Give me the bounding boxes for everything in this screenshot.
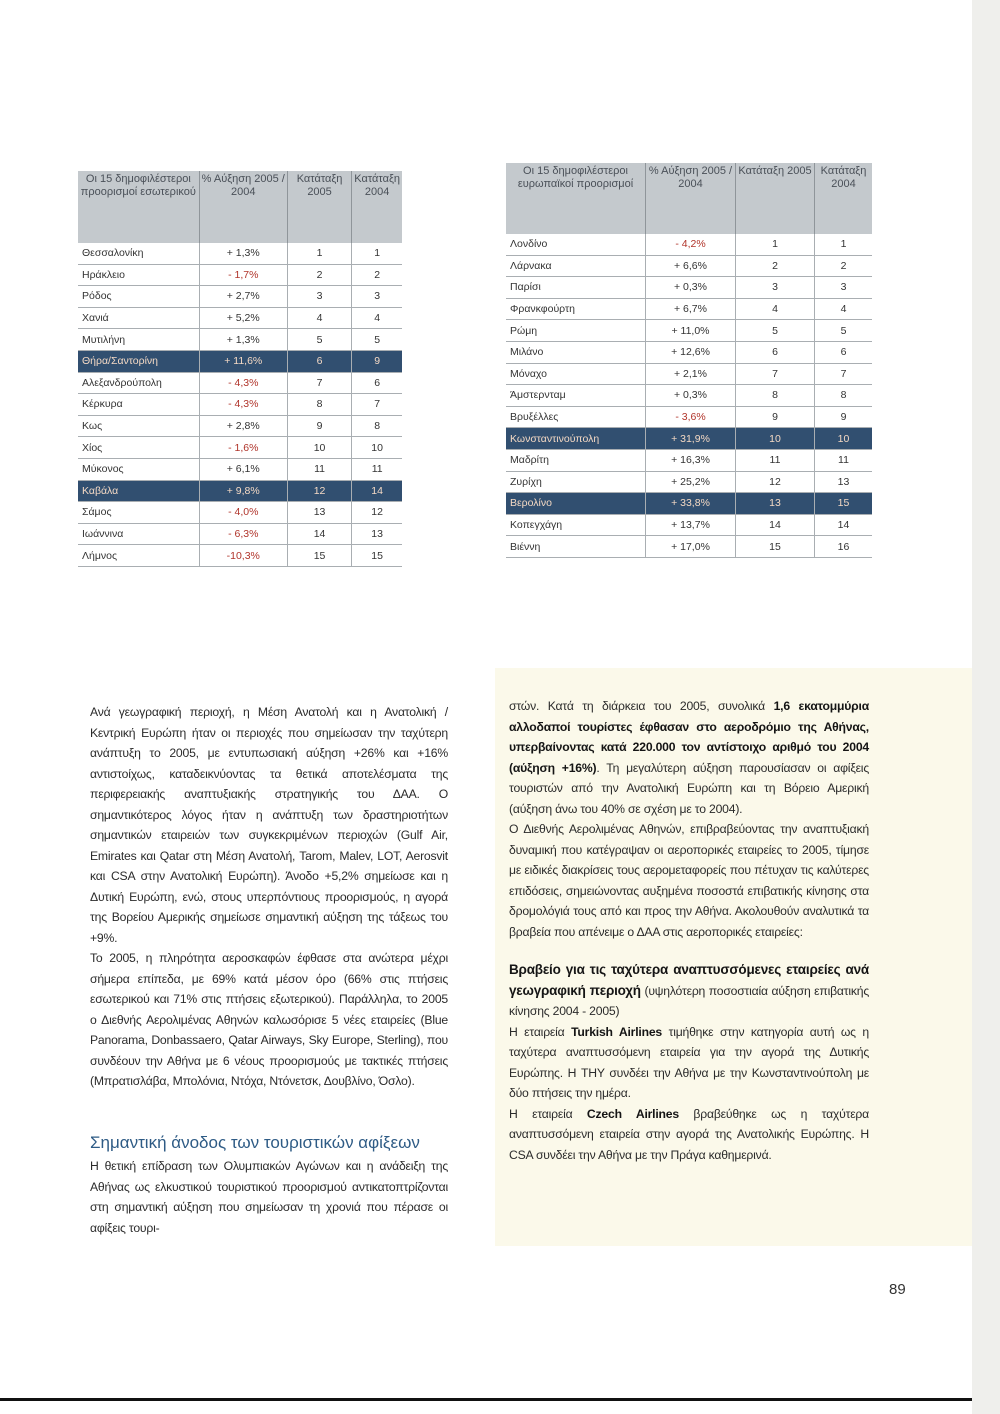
right-paragraph-awards-intro: Ο Διεθνής Αερολιμένας Αθηνών, επιβραβεύοντας την αναπτυξιακή δυναμική που κατέγραψαν οι αεροπορικές εταιρείες το 2005, τίμησε με ειδικές διακρίσεις τους αερομεταφορείς που πέτυχαν τις καλύτερες επιδόσεις, σημειώνοντας αυξημένα ποσοστά επιβατικής κίνησης στα δρομολόγιά τους από και προς την Αθήνα. Ακολουθούν αναλυτικά τα βραβεία που απένειμε ο ΔΑΑ στις αεροπορικές εταιρείες: <box>509 822 869 939</box>
domestic-destination-cell: Λήμνος <box>78 545 199 567</box>
domestic-destination-cell: Χανιά <box>78 307 199 329</box>
left-paragraph-regions: Ανά γεωγραφική περιοχή, η Μέση Ανατολή και η Ανατολική / Κεντρική Ευρώπη ήταν οι περιοχές που σημείωσαν την ταχύτερη ανάπτυξη το 2005, με εντυπωσιακή αύξηση +26% και +16% αντιστοίχως, καταδεικνύοντας τα θετικά αποτελέσματα της περιφερειακής αναπτυξιακής στρατηγικής του ΔΑΑ. Ο σημαντικότερος λόγος ήταν η ανάπτυξη των δραστηριοτήτων σημαντικών εταιρειών των συγκεκριμένων περιοχών (Gulf Air, Emirates και Qatar στη Μέση Ανατολή, Tarom, Malev, LOT, Aerosvit και CSA στην Ανατολική Ευρώπη). Άνοδο +5,2% σημείωσε και η Δυτική Ευρώπη, ενώ, στους υπερπόντιους προορισμούς, η αγορά της Βορείου Αμερικής σημείωσε σημαντική αύξηση της τάξεως του +9%. <box>90 705 448 945</box>
european-growth-cell: + 2,1% <box>646 363 736 385</box>
domestic-growth-cell: -10,3% <box>199 545 287 567</box>
domestic-growth-cell: + 5,2% <box>199 307 287 329</box>
domestic-growth-cell: + 9,8% <box>199 480 287 502</box>
european-destination-cell: Φρανκφούρτη <box>506 298 646 320</box>
european-destination-cell: Άμστερνταμ <box>506 385 646 407</box>
european-growth-cell: + 6,7% <box>646 298 736 320</box>
european-rank-2005-cell: 7 <box>736 363 815 385</box>
domestic-rank-2005-cell: 14 <box>287 523 351 545</box>
european-growth-cell: + 31,9% <box>646 428 736 450</box>
award-heading <box>509 960 869 1022</box>
european-rank-2005-cell: 1 <box>736 234 815 255</box>
domestic-growth-cell: + 1,3% <box>199 243 287 264</box>
european-row <box>506 385 872 407</box>
domestic-row <box>78 502 402 524</box>
domestic-row <box>78 307 402 329</box>
european-rank-2004-cell: 10 <box>815 428 873 450</box>
domestic-growth-cell: - 4,0% <box>199 502 287 524</box>
domestic-row <box>78 329 402 351</box>
domestic-destination-cell: Καβάλα <box>78 480 199 502</box>
award-text: τιμήθηκε στην κατηγορία αυτή ως η ταχύτερα αναπτυσσόμενη εταιρεία για την αγορά της Δυτικής Ευρώπης. Η THY συνδέει την Αθήνα με την Κωνσταντινούπολη με δύο πτήσεις την ημέρα. <box>509 1024 869 1100</box>
domestic-destination-cell: Ρόδος <box>78 286 199 308</box>
domestic-rank-2004-cell: 9 <box>352 350 402 372</box>
domestic-rank-2005-cell: 2 <box>287 264 351 286</box>
domestic-rank-2005-cell: 11 <box>287 458 351 480</box>
european-rank-2005-cell: 8 <box>736 385 815 407</box>
domestic-rank-2005-cell: 15 <box>287 545 351 567</box>
left-paragraph-load-factor: Το 2005, η πληρότητα αεροσκαφών έφθασε στα ανώτερα μέχρι σήμερα επίπεδα, με 69% κατά μέσον όρο (66% στις πτήσεις εσωτερικού και 71% στις πτήσεις εξωτερικού). Παράλληλα, το 2005 ο Διεθνής Αερολιμένας Αθηνών καλωσόρισε 5 νέες εταιρείες (Blue Panorama, Donbassaero, Qatar Airways, Sky Europe, Sterling), που συνδέουν την Αθήνα με 6 νέους προορισμούς με τακτικές πτήσεις (Μπρατισλάβα, Μπολόνια, Ντόχα, Ντόνετσκ, Δουβλίνο, Όσλο). <box>90 951 448 1088</box>
left-text-column-bottom <box>90 1156 448 1238</box>
european-growth-cell: + 25,2% <box>646 471 736 493</box>
european-destination-cell: Λονδίνο <box>506 234 646 255</box>
airline-name: Czech Airlines <box>586 1106 679 1121</box>
left-text-column <box>90 702 448 1092</box>
page-edge <box>972 0 1000 1414</box>
domestic-row <box>78 243 402 264</box>
european-rank-2005-cell: 13 <box>736 493 815 515</box>
european-row <box>506 406 872 428</box>
domestic-rank-2005-cell: 5 <box>287 329 351 351</box>
page-number: 89 <box>889 1281 906 1298</box>
european-row <box>506 536 872 558</box>
domestic-rank-2005-cell: 13 <box>287 502 351 524</box>
domestic-row <box>78 264 402 286</box>
european-growth-cell: + 33,8% <box>646 493 736 515</box>
domestic-growth-cell: + 2,8% <box>199 415 287 437</box>
domestic-rank-2004-cell: 3 <box>352 286 402 308</box>
domestic-rank-2005-cell: 7 <box>287 372 351 394</box>
european-growth-cell: - 3,6% <box>646 406 736 428</box>
european-row <box>506 428 872 450</box>
european-destination-cell: Βερολίνο <box>506 493 646 515</box>
award-subtitle: (υψηλότερη ποσοστιαία αύξηση επιβατικής κίνησης 2004 - 2005) <box>509 983 870 1018</box>
domestic-destination-cell: Κως <box>78 415 199 437</box>
domestic-rank-2004-cell: 8 <box>352 415 402 437</box>
european-destination-cell: Κωνσταντινούπολη <box>506 428 646 450</box>
european-growth-cell: + 17,0% <box>646 536 736 558</box>
right-text-column <box>509 696 869 1165</box>
european-row <box>506 363 872 385</box>
european-header-destination: Οι 15 δημοφιλέστεροι ευρωπαϊκοί προορισμοί <box>506 163 646 234</box>
domestic-row <box>78 480 402 502</box>
domestic-destination-cell: Αλεξανδρούπολη <box>78 372 199 394</box>
domestic-row <box>78 415 402 437</box>
domestic-row <box>78 545 402 567</box>
european-growth-cell: - 4,2% <box>646 234 736 255</box>
section-heading-tourist-arrivals: Σημαντική άνοδος των τουριστικών αφίξεων <box>90 1133 420 1152</box>
domestic-destination-cell: Μυτιλήνη <box>78 329 199 351</box>
left-paragraph-olympics: Η θετική επίδραση των Ολυμπιακών Αγώνων και η ανάδειξη της Αθήνας ως ελκυστικού τουριστικού προορισμού αντικατοπτρίζονται στη σημαντική αύξηση που σημείωσαν τη χρονιά που πέρασε οι αφίξεις τουρι- <box>90 1159 448 1235</box>
european-rank-2004-cell: 5 <box>815 320 873 342</box>
domestic-rank-2005-cell: 8 <box>287 394 351 416</box>
domestic-destination-cell: Σάμος <box>78 502 199 524</box>
arrivals-highlight: 1,6 εκατομμύρια αλλοδαποί τουρίστες έφθασαν στο αεροδρόμιο της Αθήνας, υπερβαίνοντας κατά 220.000 τον αντίστοιχο αριθμό του 2004 (αύξηση +16%) <box>509 699 869 775</box>
european-rank-2004-cell: 3 <box>815 277 873 299</box>
european-rank-2005-cell: 4 <box>736 298 815 320</box>
european-destination-cell: Μιλάνο <box>506 341 646 363</box>
european-growth-cell: + 11,0% <box>646 320 736 342</box>
domestic-rank-2004-cell: 10 <box>352 437 402 459</box>
european-rank-2005-cell: 9 <box>736 406 815 428</box>
domestic-rank-2004-cell: 6 <box>352 372 402 394</box>
domestic-destination-cell: Θήρα/Σαντορίνη <box>78 350 199 372</box>
domestic-rank-2005-cell: 10 <box>287 437 351 459</box>
domestic-header-growth: % Αύξηση 2005 / 2004 <box>199 171 287 243</box>
domestic-destination-cell: Μύκονος <box>78 458 199 480</box>
domestic-rank-2005-cell: 4 <box>287 307 351 329</box>
domestic-rank-2004-cell: 5 <box>352 329 402 351</box>
domestic-rank-2004-cell: 11 <box>352 458 402 480</box>
european-row <box>506 341 872 363</box>
domestic-row <box>78 286 402 308</box>
domestic-destination-cell: Ηράκλειο <box>78 264 199 286</box>
domestic-destination-cell: Κέρκυρα <box>78 394 199 416</box>
domestic-rank-2004-cell: 2 <box>352 264 402 286</box>
european-rank-2004-cell: 4 <box>815 298 873 320</box>
european-rank-2004-cell: 7 <box>815 363 873 385</box>
european-row <box>506 449 872 471</box>
european-row <box>506 320 872 342</box>
european-rank-2005-cell: 12 <box>736 471 815 493</box>
domestic-header-destination: Οι 15 δημοφιλέστεροι προορισμοί εσωτερικού <box>78 171 199 243</box>
european-header-rank-2004: Κατάταξη 2004 <box>815 163 873 234</box>
european-rank-2005-cell: 5 <box>736 320 815 342</box>
domestic-destinations-table <box>78 171 402 567</box>
airline-name: Turkish Airlines <box>571 1024 663 1039</box>
bottom-rule <box>0 1398 972 1401</box>
european-rank-2004-cell: 1 <box>815 234 873 255</box>
award-title: Βραβείο για τις ταχύτερα αναπτυσσόμενες εταιρείες ανά γεωγραφική περιοχή <box>509 962 869 998</box>
european-destination-cell: Βρυξέλλες <box>506 406 646 428</box>
domestic-rank-2005-cell: 3 <box>287 286 351 308</box>
european-growth-cell: + 0,3% <box>646 277 736 299</box>
european-rank-2005-cell: 14 <box>736 514 815 536</box>
european-destination-cell: Ρώμη <box>506 320 646 342</box>
european-row <box>506 298 872 320</box>
european-growth-cell: + 12,6% <box>646 341 736 363</box>
domestic-growth-cell: - 1,6% <box>199 437 287 459</box>
european-rank-2004-cell: 13 <box>815 471 873 493</box>
european-destination-cell: Κοπεγχάγη <box>506 514 646 536</box>
european-rank-2005-cell: 2 <box>736 255 815 277</box>
european-row <box>506 277 872 299</box>
european-header-growth: % Αύξηση 2005 / 2004 <box>646 163 736 234</box>
domestic-header-rank-2005: Κατάταξη 2005 <box>287 171 351 243</box>
european-destination-cell: Βιέννη <box>506 536 646 558</box>
european-rank-2004-cell: 8 <box>815 385 873 407</box>
domestic-row <box>78 350 402 372</box>
european-destination-cell: Ζυρίχη <box>506 471 646 493</box>
european-rank-2005-cell: 11 <box>736 449 815 471</box>
european-rank-2004-cell: 16 <box>815 536 873 558</box>
european-growth-cell: + 16,3% <box>646 449 736 471</box>
domestic-rank-2004-cell: 13 <box>352 523 402 545</box>
european-destination-cell: Παρίσι <box>506 277 646 299</box>
european-row <box>506 255 872 277</box>
award-text: Η εταιρεία <box>509 1106 587 1121</box>
european-rank-2004-cell: 6 <box>815 341 873 363</box>
european-rank-2004-cell: 9 <box>815 406 873 428</box>
european-rank-2005-cell: 6 <box>736 341 815 363</box>
european-growth-cell: + 6,6% <box>646 255 736 277</box>
european-rank-2005-cell: 3 <box>736 277 815 299</box>
domestic-rank-2004-cell: 15 <box>352 545 402 567</box>
domestic-destination-cell: Ιωάννινα <box>78 523 199 545</box>
domestic-rank-2005-cell: 1 <box>287 243 351 264</box>
award-turkish-airlines <box>509 1022 869 1104</box>
domestic-row <box>78 458 402 480</box>
domestic-rank-2004-cell: 12 <box>352 502 402 524</box>
european-rank-2004-cell: 15 <box>815 493 873 515</box>
domestic-rank-2004-cell: 7 <box>352 394 402 416</box>
domestic-rank-2004-cell: 14 <box>352 480 402 502</box>
european-growth-cell: + 13,7% <box>646 514 736 536</box>
european-rank-2004-cell: 11 <box>815 449 873 471</box>
domestic-row <box>78 372 402 394</box>
domestic-destination-cell: Χίος <box>78 437 199 459</box>
award-text: βραβεύθηκε ως η ταχύτερα αναπτυσσόμενη εταιρεία στην αγορά της Ανατολικής Ευρώπης. Η CSA συνδέει την Αθήνα με την Πράγα καθημερινά. <box>509 1106 869 1162</box>
domestic-row <box>78 437 402 459</box>
european-rank-2005-cell: 15 <box>736 536 815 558</box>
domestic-header-rank-2004: Κατάταξη 2004 <box>352 171 402 243</box>
domestic-growth-cell: + 6,1% <box>199 458 287 480</box>
award-czech-airlines <box>509 1104 869 1166</box>
european-rank-2005-cell: 10 <box>736 428 815 450</box>
domestic-growth-cell: + 1,3% <box>199 329 287 351</box>
european-destination-cell: Μόναχο <box>506 363 646 385</box>
domestic-growth-cell: + 2,7% <box>199 286 287 308</box>
award-text: Η εταιρεία <box>509 1024 572 1039</box>
european-destinations-table <box>506 163 872 558</box>
european-growth-cell: + 0,3% <box>646 385 736 407</box>
domestic-rank-2005-cell: 9 <box>287 415 351 437</box>
european-header-rank-2005: Κατάταξη 2005 <box>736 163 815 234</box>
european-row <box>506 514 872 536</box>
domestic-row <box>78 394 402 416</box>
arrivals-text: στών. Κατά τη διάρκεια του 2005, συνολικά <box>509 699 774 713</box>
european-rank-2004-cell: 14 <box>815 514 873 536</box>
domestic-rank-2005-cell: 6 <box>287 350 351 372</box>
domestic-rank-2004-cell: 1 <box>352 243 402 264</box>
european-rank-2004-cell: 2 <box>815 255 873 277</box>
domestic-growth-cell: - 6,3% <box>199 523 287 545</box>
european-row <box>506 234 872 255</box>
domestic-growth-cell: - 1,7% <box>199 264 287 286</box>
domestic-rank-2004-cell: 4 <box>352 307 402 329</box>
arrivals-text-end: . Τη μεγαλύτερη αύξηση παρουσίασαν οι αφίξεις τουριστών από την Ανατολική Ευρώπη και τη Βόρειο Αμερική (αύξηση άνω του 40% σε σχέση με το 2004). <box>509 760 869 816</box>
european-row <box>506 493 872 515</box>
domestic-destination-cell: Θεσσαλονίκη <box>78 243 199 264</box>
domestic-growth-cell: - 4,3% <box>199 394 287 416</box>
domestic-growth-cell: + 11,6% <box>199 350 287 372</box>
european-row <box>506 471 872 493</box>
european-destination-cell: Λάρνακα <box>506 255 646 277</box>
right-paragraph-arrivals <box>509 696 869 819</box>
european-destination-cell: Μαδρίτη <box>506 449 646 471</box>
domestic-row <box>78 523 402 545</box>
domestic-growth-cell: - 4,3% <box>199 372 287 394</box>
domestic-rank-2005-cell: 12 <box>287 480 351 502</box>
